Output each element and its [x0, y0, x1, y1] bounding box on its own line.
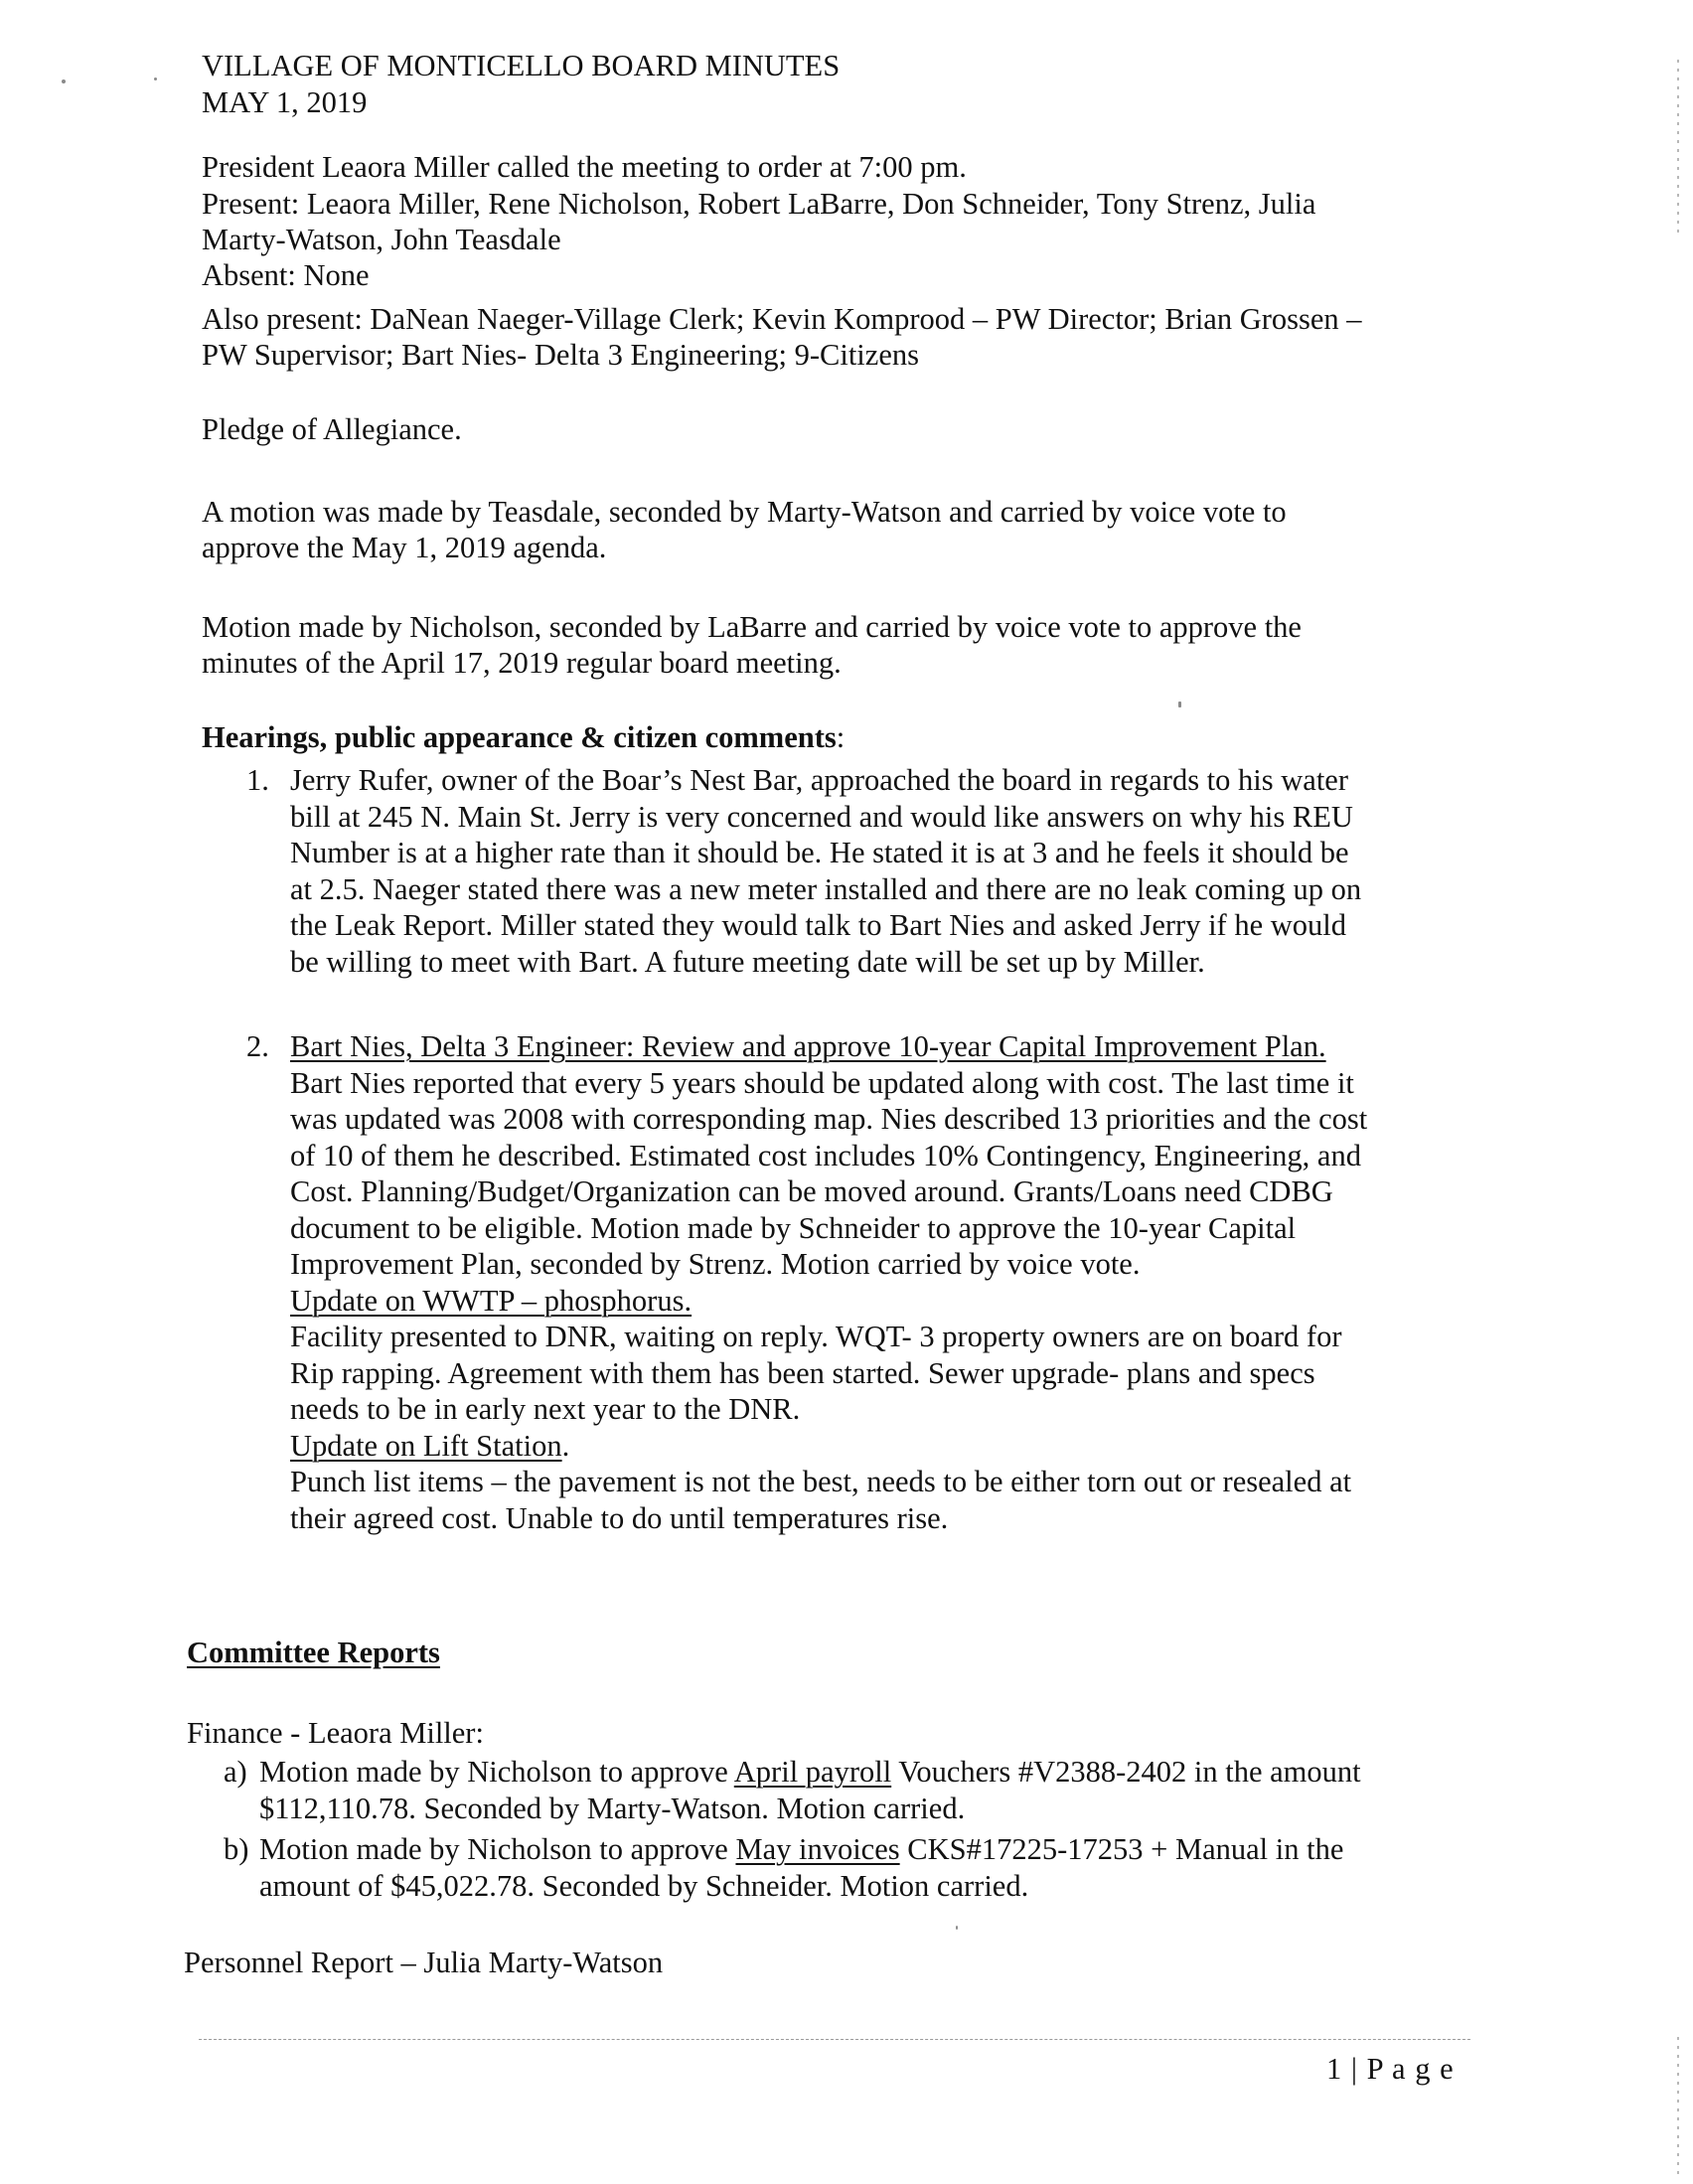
- hearing-item-1-line: Number is at a higher rate than it should be. He stated it is at 3 and he feels it should be: [290, 836, 1349, 869]
- capital-plan-line: Cost. Planning/Budget/Organization can be moved around. Grants/Loans need CDBG: [290, 1174, 1333, 1208]
- may-invoices-link: May invoices: [735, 1832, 900, 1866]
- finance-item-b-line-2: amount of $45,022.78. Seconded by Schneider. Motion carried.: [259, 1868, 1029, 1903]
- hearing-item-2: [290, 1028, 1367, 1536]
- minutes-motion-line-2: minutes of the April 17, 2019 regular board meeting.: [202, 646, 842, 680]
- finance-item-a-line-1: [259, 1754, 1361, 1791]
- wwtp-update-title: Update on WWTP – phosphorus.: [290, 1283, 693, 1318]
- wwtp-update-line: needs to be in early next year to the DNR.: [290, 1392, 801, 1426]
- hearing-item-1-line: at 2.5. Naeger stated there was a new meter installed and there are no leak coming up on: [290, 871, 1362, 906]
- scan-speck: [62, 79, 66, 83]
- document-title: VILLAGE OF MONTICELLO BOARD MINUTES: [202, 49, 841, 82]
- hearing-item-1-number: 1.: [246, 763, 269, 797]
- agenda-motion-line-1: A motion was made by Teasdale, seconded by Marty-Watson and carried by voice vote to: [202, 495, 1287, 529]
- footer-divider: [199, 2039, 1470, 2040]
- scan-speck: [956, 1926, 958, 1930]
- scan-edge-mark: [1677, 2037, 1679, 2176]
- pledge-of-allegiance: Pledge of Allegiance.: [202, 412, 462, 446]
- lift-station-line: their agreed cost. Unable to do until temperatures rise.: [290, 1500, 949, 1535]
- absent-line: Absent: None: [202, 258, 370, 292]
- agenda-motion-line-2: approve the May 1, 2019 agenda.: [202, 531, 607, 564]
- hearing-item-1-line: be willing to meet with Bart. A future meeting date will be set up by Miller.: [290, 944, 1205, 979]
- also-present-line-2: PW Supervisor; Bart Nies- Delta 3 Engineering; 9-Citizens: [202, 338, 919, 372]
- scan-speck: [154, 78, 157, 80]
- capital-plan-line: Bart Nies reported that every 5 years should be updated along with cost. The last time it: [290, 1065, 1354, 1100]
- minutes-motion-line-1: Motion made by Nicholson, seconded by LaBarre and carried by voice vote to approve the: [202, 610, 1302, 644]
- hearings-heading-colon: :: [836, 720, 846, 754]
- finance-item-a: [259, 1754, 1361, 1826]
- hearing-item-1-line: bill at 245 N. Main St. Jerry is very concerned and would like answers on why his REU: [290, 799, 1353, 834]
- scan-edge-mark: [1677, 60, 1679, 238]
- wwtp-update-line: Facility presented to DNR, waiting on reply. WQT- 3 property owners are on board for: [290, 1320, 1342, 1353]
- finance-item-a-post: Vouchers #V2388-2402 in the amount: [891, 1755, 1361, 1789]
- finance-title: Finance - Leaora Miller:: [187, 1716, 484, 1750]
- capital-plan-line: was updated was 2008 with corresponding map. Nies described 13 priorities and the cost: [290, 1102, 1368, 1136]
- lift-station-line: Punch list items – the pavement is not the best, needs to be either torn out or resealed at: [290, 1465, 1352, 1498]
- capital-plan-line: of 10 of them he described. Estimated cost includes 10% Contingency, Engineering, and: [290, 1138, 1361, 1172]
- also-present-line-1: Also present: DaNean Naeger-Village Clerk; Kevin Komprood – PW Director; Brian Grossen –: [202, 302, 1362, 336]
- hearing-item-1-line: Jerry Rufer, owner of the Boar’s Nest Bar, approached the board in regards to his water: [290, 763, 1348, 797]
- april-payroll-link: April payroll: [733, 1755, 892, 1789]
- finance-item-b-pre: Motion made by Nicholson to approve: [259, 1832, 736, 1866]
- finance-item-b-line-1: [259, 1831, 1343, 1868]
- personnel-report-title: Personnel Report – Julia Marty-Watson: [184, 1946, 664, 1979]
- lift-station-title-text: Update on Lift Station: [290, 1428, 562, 1463]
- page-number: 1 | P a g e: [1326, 2052, 1455, 2086]
- committee-reports-heading: Committee Reports: [187, 1636, 440, 1669]
- document-date: MAY 1, 2019: [202, 85, 368, 119]
- finance-item-b-post: CKS#17225-17253 + Manual in the: [899, 1832, 1344, 1866]
- lift-station-title-period: .: [561, 1428, 570, 1463]
- finance-item-a-pre: Motion made by Nicholson to approve: [259, 1755, 734, 1789]
- hearings-heading: [202, 719, 845, 756]
- wwtp-update-line: Rip rapping. Agreement with them has been started. Sewer upgrade- plans and specs: [290, 1355, 1315, 1390]
- finance-item-a-label: a): [224, 1755, 247, 1789]
- lift-station-title: [290, 1428, 1367, 1465]
- finance-item-b: [259, 1831, 1343, 1904]
- scan-speck: [1178, 702, 1181, 707]
- capital-plan-line: Improvement Plan, seconded by Strenz. Motion carried by voice vote.: [290, 1247, 1141, 1281]
- hearing-item-1: [290, 762, 1361, 980]
- call-to-order: President Leaora Miller called the meeting to order at 7:00 pm.: [202, 150, 967, 184]
- capital-plan-line: document to be eligible. Motion made by Schneider to approve the 10-year Capital: [290, 1210, 1297, 1245]
- capital-plan-title: Bart Nies, Delta 3 Engineer: Review and approve 10-year Capital Improvement Plan.: [290, 1029, 1326, 1063]
- finance-item-a-line-2: $112,110.78. Seconded by Marty-Watson. Motion carried.: [259, 1791, 966, 1825]
- hearing-item-2-number: 2.: [246, 1029, 269, 1063]
- present-line-2: Marty-Watson, John Teasdale: [202, 223, 561, 256]
- hearings-heading-text: Hearings, public appearance & citizen comments: [202, 720, 837, 754]
- finance-item-b-label: b): [224, 1832, 249, 1866]
- present-line-1: Present: Leaora Miller, Rene Nicholson, Robert LaBarre, Don Schneider, Tony Strenz, Julia: [202, 187, 1316, 221]
- hearing-item-1-line: the Leak Report. Miller stated they would talk to Bart Nies and asked Jerry if he would: [290, 908, 1346, 942]
